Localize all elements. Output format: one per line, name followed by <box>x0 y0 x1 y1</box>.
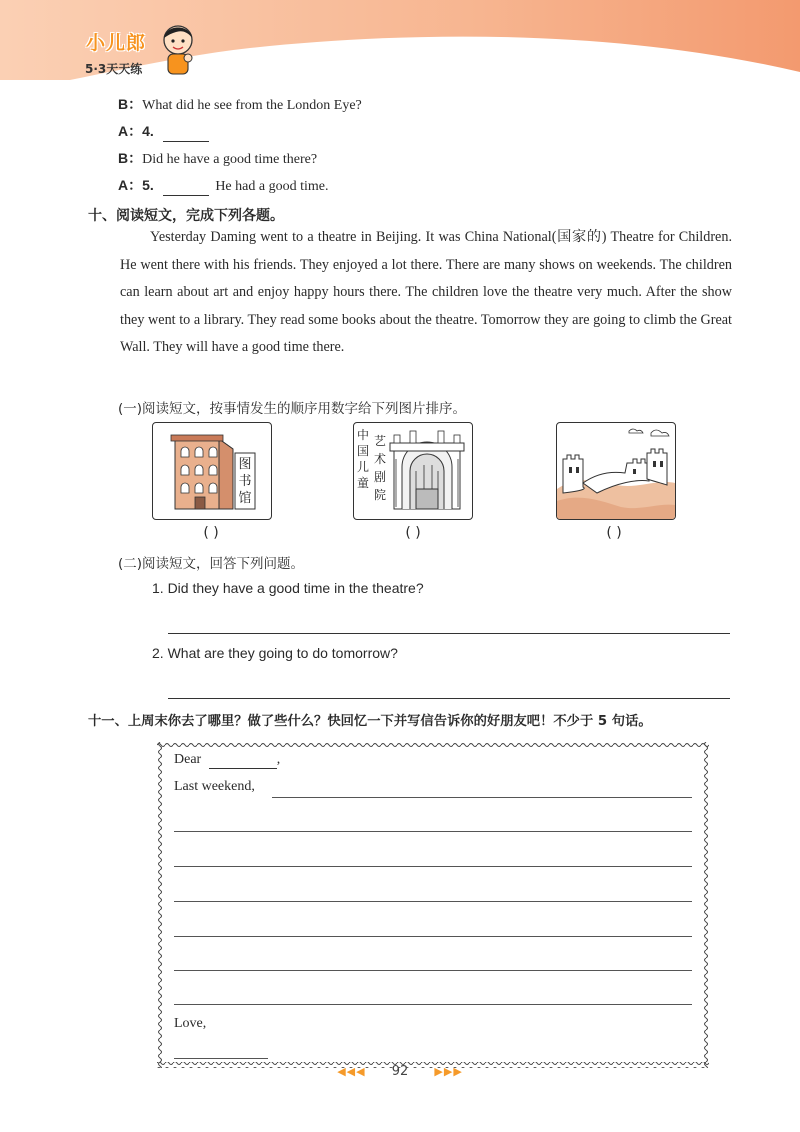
answer-line-1[interactable] <box>168 633 730 634</box>
library-picture <box>152 422 272 520</box>
section-10-title: 十、阅读短文，完成下列各题。 <box>88 208 284 224</box>
letter-greeting: Dear , <box>174 752 281 767</box>
writing-line-6[interactable] <box>174 970 692 971</box>
theatre-sign-right-3: 剧 <box>373 470 387 484</box>
library-sign-char-3: 馆 <box>238 491 252 506</box>
prev-page-arrows-icon[interactable]: ◀◀◀ <box>337 1065 366 1078</box>
theatre-picture <box>353 422 473 520</box>
theatre-sign-right-1: 艺 <box>373 434 387 448</box>
writing-line-5[interactable] <box>174 936 692 937</box>
order-blank-theatre[interactable]: ( ) <box>405 525 421 541</box>
theatre-sign-left-1: 中 <box>356 428 370 442</box>
theatre-sign-right-2: 术 <box>373 452 387 466</box>
answer-line-2[interactable] <box>168 698 730 699</box>
theatre-sign-left-2: 国 <box>356 444 370 458</box>
next-page-arrows-icon[interactable]: ▶▶▶ <box>434 1065 463 1078</box>
page-number: 92 <box>391 1064 409 1079</box>
section-11-title: 十一、上周末你去了哪里？做了些什么？快回忆一下并写信告诉你的好朋友吧！不少于 5 句话。 <box>88 714 652 729</box>
boy-mascot-icon <box>160 22 196 78</box>
part-1-instruction: (一)阅读短文，按事情发生的顺序用数字给下列图片排序。 <box>118 401 467 417</box>
reading-passage: Yesterday Daming went to a theatre in Beijing. It was China National(国家的) Theatre for Children. He went there with his friends. They enjoyed a lot there. There are many shows on weekends. The children can learn about art and enjoy happy hours there. The children love the theatre very much. After the show they went to a library. They read some books about the theatre. Tomorrow they are going to climb the Great Wall. They will have a good time there. <box>120 229 732 356</box>
question-2: 2. What are they going to do tomorrow? <box>152 645 398 661</box>
theatre-sign-left-3: 儿 <box>356 460 370 474</box>
dialogue-line-4: A：5. He had a good time. <box>118 177 329 194</box>
theatre-sign-right-4: 院 <box>373 488 387 502</box>
writing-line-2[interactable] <box>174 831 692 832</box>
logo-title: 小儿郎 <box>86 32 147 54</box>
dialogue-line-2: A：4. <box>118 121 209 142</box>
order-blank-great-wall[interactable]: ( ) <box>606 525 622 541</box>
page-footer <box>0 1064 800 1079</box>
library-sign-char-1: 图 <box>238 457 252 472</box>
theatre-sign-left-4: 童 <box>356 476 370 490</box>
writing-line-3[interactable] <box>174 866 692 867</box>
answer-blank-5[interactable] <box>163 179 209 196</box>
letter-opening: Last weekend, <box>174 779 255 794</box>
writing-line-1[interactable] <box>272 797 692 798</box>
part-2-instruction: (二)阅读短文，回答下列问题。 <box>118 556 305 572</box>
signature-line[interactable] <box>174 1058 268 1059</box>
writing-line-4[interactable] <box>174 901 692 902</box>
order-blank-library[interactable]: ( ) <box>203 525 219 541</box>
letter-closing: Love, <box>174 1016 207 1031</box>
dialogue-line-1: B：What did he see from the London Eye? <box>118 96 362 113</box>
friend-name-blank[interactable] <box>209 752 277 769</box>
great-wall-picture <box>556 422 676 520</box>
dialogue-line-3: B：Did he have a good time there? <box>118 150 318 167</box>
logo-subtitle: 5·3天天练 <box>85 62 143 76</box>
question-1: 1. Did they have a good time in the theatre? <box>152 580 424 596</box>
writing-line-7[interactable] <box>174 1004 692 1005</box>
library-sign-char-2: 书 <box>238 474 252 489</box>
answer-blank-4[interactable] <box>163 125 209 142</box>
